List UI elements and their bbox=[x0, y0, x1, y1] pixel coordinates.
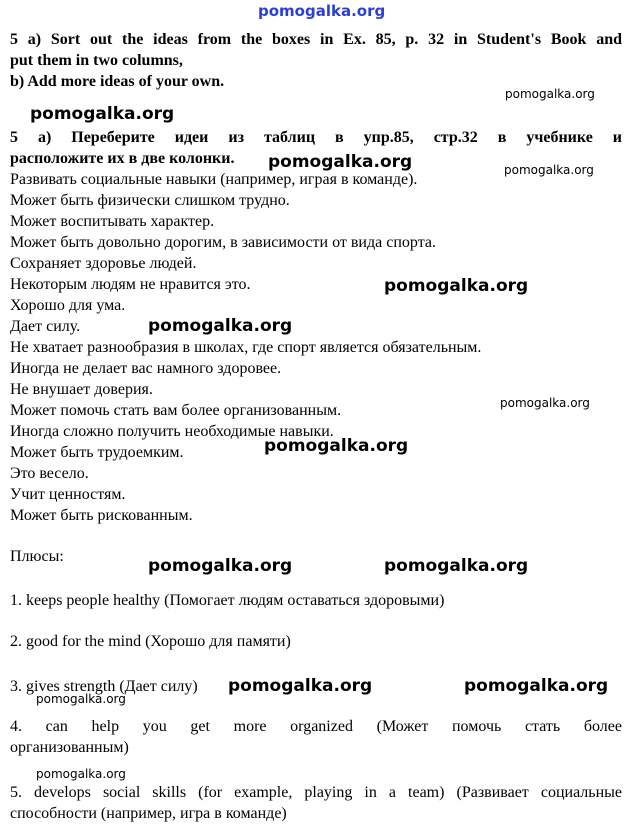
watermark: pomogalka.org bbox=[36, 692, 126, 706]
pro-item-1: 1. keeps people healthy (Помогает людям оставаться здоровыми) bbox=[10, 592, 445, 609]
pro-item-5-line-2: способности (например, игра в команде) bbox=[10, 805, 287, 822]
task-en-line-1: 5 a) Sort out the ideas from the boxes in Ex. 85, p. 32 in Student's Book and bbox=[10, 31, 622, 48]
task-ru-line-2: расположите их в две колонки. bbox=[10, 150, 235, 167]
watermark: pomogalka.org bbox=[264, 436, 409, 456]
idea-line: Может быть трудоемким. bbox=[10, 444, 184, 461]
watermark: pomogalka.org bbox=[384, 556, 529, 576]
task-en-line-2: put them in two columns, bbox=[10, 52, 183, 69]
watermark: pomogalka.org bbox=[504, 163, 594, 177]
pros-heading: Плюсы: bbox=[10, 548, 64, 565]
pro-item-5-line-1: 5. develops social skills (for example, playing in a team) (Развивает социальные bbox=[10, 784, 622, 801]
idea-line: Иногда сложно получить необходимые навыки. bbox=[10, 423, 334, 440]
idea-line: Учит ценностям. bbox=[10, 486, 126, 503]
idea-line: Может быть рискованным. bbox=[10, 507, 193, 524]
pro-item-3: 3. gives strength (Дает силу) bbox=[10, 678, 198, 695]
idea-line: Дает силу. bbox=[10, 318, 81, 335]
idea-line: Не внушает доверия. bbox=[10, 381, 153, 398]
watermark: pomogalka.org bbox=[505, 87, 595, 101]
header-watermark: pomogalka.org bbox=[258, 2, 386, 20]
idea-line: Может быть физически слишком трудно. bbox=[10, 192, 290, 209]
watermark: pomogalka.org bbox=[500, 396, 590, 410]
watermark: pomogalka.org bbox=[464, 676, 609, 696]
idea-line: Сохраняет здоровье людей. bbox=[10, 255, 197, 272]
idea-line: Не хватает разнообразия в школах, где спорт является обязательным. bbox=[10, 339, 482, 356]
watermark: pomogalka.org bbox=[228, 676, 373, 696]
idea-line: Это весело. bbox=[10, 465, 89, 482]
idea-line: Хорошо для ума. bbox=[10, 297, 126, 314]
idea-line: Может воспитывать характер. bbox=[10, 213, 215, 230]
idea-line: Может помочь стать вам более организованным. bbox=[10, 402, 342, 419]
idea-line: Иногда не делает вас намного здоровее. bbox=[10, 360, 282, 377]
idea-line: Может быть довольно дорогим, в зависимости от вида спорта. bbox=[10, 234, 436, 251]
idea-line: Развивать социальные навыки (например, играя в команде). bbox=[10, 171, 418, 188]
watermark: pomogalka.org bbox=[36, 767, 126, 781]
watermark: pomogalka.org bbox=[268, 152, 413, 172]
pro-item-2: 2. good for the mind (Хорошо для памяти) bbox=[10, 633, 291, 650]
watermark: pomogalka.org bbox=[148, 556, 293, 576]
watermark: pomogalka.org bbox=[30, 104, 175, 124]
idea-line: Некоторым людям не нравится это. bbox=[10, 276, 251, 293]
task-ru-line-1: 5 а) Переберите идеи из таблиц в упр.85, стр.32 в учебнике и bbox=[10, 129, 622, 146]
task-en-line-3: b) Add more ideas of your own. bbox=[10, 73, 225, 90]
pro-item-4-line-2: организованным) bbox=[10, 739, 129, 756]
watermark: pomogalka.org bbox=[384, 276, 529, 296]
pro-item-4-line-1: 4. can help you get more organized (Может помочь стать более bbox=[10, 718, 622, 735]
watermark: pomogalka.org bbox=[148, 316, 293, 336]
